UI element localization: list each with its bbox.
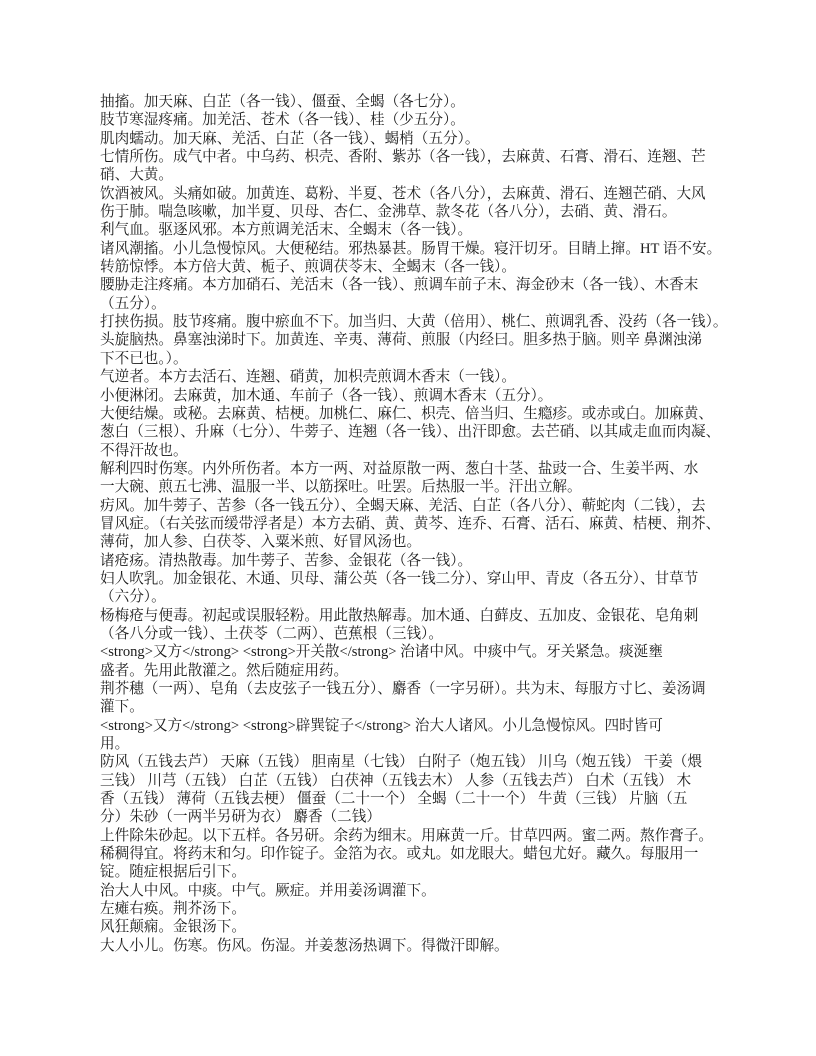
text-line: 腰胁走注疼痛。本方加硝石、羌活末（各一钱）、煎调车前子末、海金砂末（各一钱）、木香末: [100, 277, 699, 294]
text-line: 杨梅疮与便毒。初起或误服轻粉。用此散热解毒。加木通、白藓皮、五加皮、金银花、皂角刺: [100, 607, 699, 624]
text-line: 用。: [100, 736, 130, 753]
text-line: 肌肉蠕动。加天麻、羌活、白芷（各一钱）、蝎梢（五分）。: [100, 130, 480, 147]
text-line: 妇人吹乳。加金银花、木通、贝母、蒲公英（各一钱二分）、穿山甲、青皮（各五分）、甘草节: [100, 570, 699, 587]
text-line: 防风（五钱去芦） 天麻（五钱） 胆南星（七钱） 白附子（炮五钱） 川乌（炮五钱） 干姜（煨: [100, 754, 702, 771]
text-line: 饮酒被风。头痛如破。加黄连、葛粉、半夏、苍术（各八分），去麻黄、滑石、连翘芒硝、大风: [100, 185, 706, 202]
text-line: 下不已也。）。: [100, 350, 188, 367]
text-line: 分）朱砂（一两半另研为衣） 麝香（二钱）: [100, 809, 381, 826]
text-line: 稀稠得宜。将药末和匀。印作锭子。金箔为衣。或丸。如龙眼大。蜡包尤好。藏久。每服用一: [100, 846, 699, 863]
text-line: 灌下。: [100, 699, 144, 716]
text-line: 大便结燥。或秘。去麻黄、桔梗。加桃仁、麻仁、枳壳、倍当归、生瘾疹。或赤或白。加麻黄、: [100, 405, 713, 422]
text-line: 诸风潮搐。小儿急慢惊风。大便秘结。邪热暴甚。肠胃干燥。寝汗切牙。目睛上撺。HT 语不安。: [100, 240, 722, 257]
text-line: 打挟伤损。肢节疼痛。腹中瘀血不下。加当归、大黄（倍用）、桃仁、煎调乳香、没药（各一钱）。: [100, 314, 728, 331]
text-line: 转筋惊悸。本方倍大黄、栀子、煎调茯苓末、全蝎末（各一钱）。: [100, 259, 516, 276]
text-line: 左瘫右痪。荆芥汤下。: [100, 901, 246, 918]
text-line: 盛者。先用此散灌之。然后随症用药。: [100, 662, 349, 679]
text-line: 小便淋闭。去麻黄，加木通、车前子（各一钱）、煎调木香末（五分）。: [100, 387, 553, 404]
text-line: 头旋脑热。鼻塞浊涕时下。加黄连、辛夷、薄荷、煎服（内经曰。胆多热于脑。则辛 鼻渊浊涕: [100, 332, 702, 349]
medical-text-block: [100, 93, 740, 955]
text-line: 抽搐。加天麻、白芷（各一钱）、僵蚕、全蝎（各七分）。: [100, 94, 465, 110]
text-line: 葱白（三根）、升麻（七分）、牛蒡子、连翘（各一钱）、出汗即愈。去芒硝、以其咸走血而肉凝、: [100, 424, 721, 441]
text-line: <strong>又方</strong> <strong>辟巽锭子</strong> 治大人诸风。小儿急慢惊风。四时皆可: [100, 717, 663, 734]
text-line: 风狂颠痫。金银汤下。: [100, 919, 246, 936]
text-line: （五分）。: [100, 295, 166, 312]
text-line: 冒风症。（右关弦而缓带浮者是）本方去硝、黄、黄芩、连乔、石膏、活石、麻黄、桔梗、荆芥、: [100, 515, 721, 532]
text-line: 肢节寒湿疼痛。加羌活、苍术（各一钱）、桂（少五分）。: [100, 112, 465, 129]
text-line: 大人小儿。伤寒。伤风。伤湿。并姜葱汤热调下。得微汗即解。: [100, 937, 509, 954]
text-line: 锭。随症根据后引下。: [100, 864, 246, 881]
text-line: 香（五钱） 薄荷（五钱去梗） 僵蚕（二十一个） 全蝎（二十一个） 牛黄（三钱） 片脑（五: [100, 791, 688, 808]
text-line: 荆芥穗（一两）、皂角（去皮弦子一钱五分）、麝香（一字另研）。共为末、每服方寸匕、姜汤调: [100, 681, 706, 697]
text-line: <strong>又方</strong> <strong>开关散</strong> 治诸中风。中痰中气。牙关紧急。痰涎壅: [100, 644, 663, 661]
text-line: 上件除朱砂起。以下五样。各另研。余药为细末。用麻黄一斤。甘草四两。蜜二两。熬作膏子。: [100, 827, 713, 844]
text-line: 疠风。加牛蒡子、苦参（各一钱五分）、全蝎天麻、羌活、白芷（各八分）、蕲蛇肉（二钱），去: [100, 497, 706, 514]
text-line: （各八分或一钱）、土茯苓（二两）、芭蕉根（三钱）。: [100, 625, 443, 642]
text-line: 诸疮疡。清热散毒。加牛蒡子、苦参、金银花（各一钱）。: [100, 552, 473, 569]
text-line: 治大人中风。中痰。中气。厥症。并用姜汤调灌下。: [100, 882, 436, 899]
text-line: （六分）。: [100, 589, 166, 606]
text-line: 硝、大黄。: [100, 167, 173, 184]
text-line: 不得汗故也。: [100, 442, 188, 459]
text-line: 利气血。驱逐风邪。本方煎调羌活末、全蝎末（各一钱）。: [100, 222, 473, 239]
text-line: 解利四时伤寒。内外所伤者。本方一两、对益原散一两、葱白十茎、盐豉一合、生姜半两、水: [100, 460, 699, 477]
text-line: 薄荷，加人参、白茯苓、入粟米煎、好冒风汤也。: [100, 534, 422, 551]
text-line: 一大碗、煎五七沸、温服一半、以筋探吐。吐罢。后热服一半。汗出立解。: [100, 479, 582, 496]
text-line: 伤于肺。喘急咳嗽，加半夏、贝母、杏仁、金沸草、款冬花（各八分），去硝、黄、滑石。: [100, 204, 677, 221]
text-line: 七情所伤。成气中者。中乌药、枳壳、香附、紫苏（各一钱），去麻黄、石膏、滑石、连翘、芒: [100, 149, 706, 166]
text-line: 三钱） 川芎（五钱） 白芷（五钱） 白茯神（五钱去木） 人参（五钱去芦） 白术（五钱） 木: [100, 772, 692, 789]
text-line: 气逆者。本方去活石、连翘、硝黄，加枳壳煎调木香末（一钱）。: [100, 369, 516, 386]
